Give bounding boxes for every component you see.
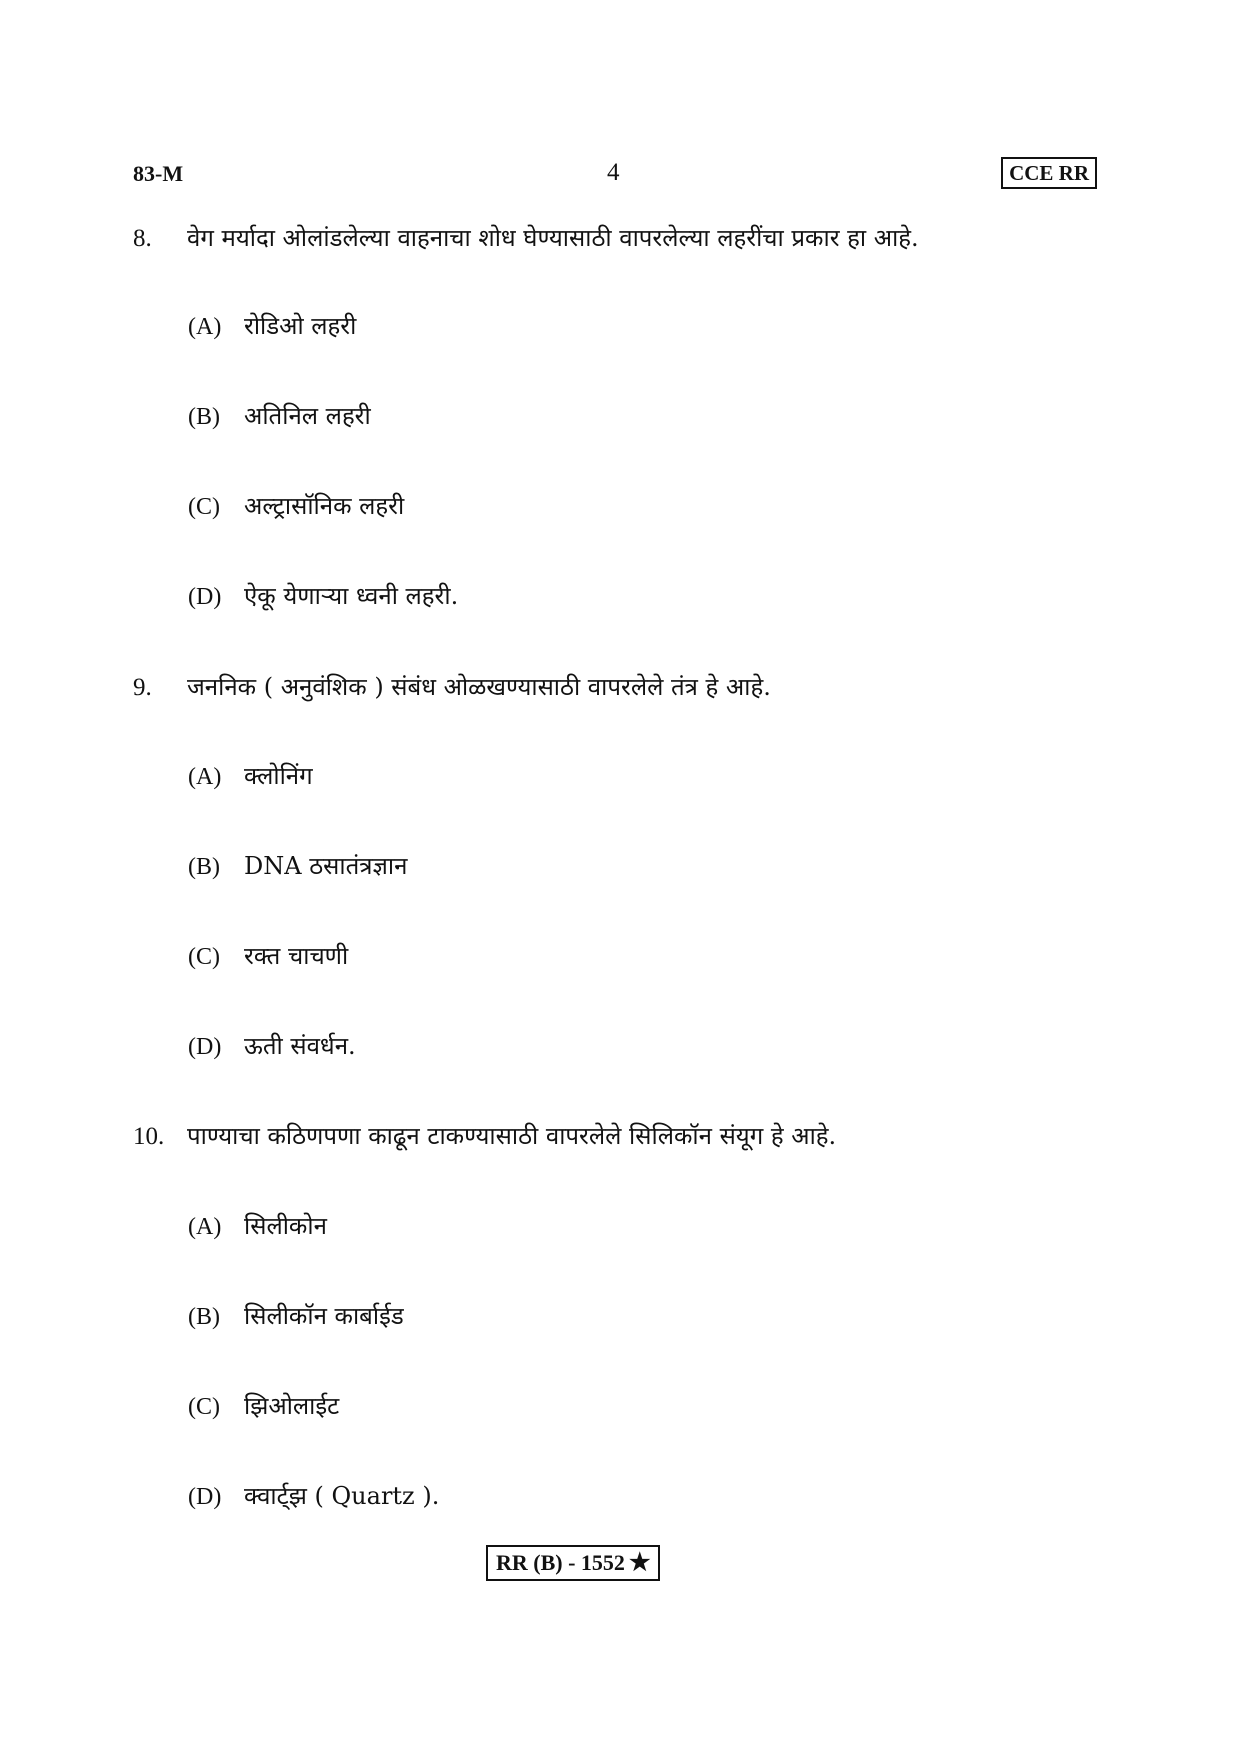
footer-code: RR (B) - 1552: [496, 1550, 625, 1575]
option-text: सिलीकोन: [244, 1212, 327, 1240]
question-9-option-d: [188, 1030, 356, 1063]
option-text: ऐकू येणाऱ्या ध्वनी लहरी.: [244, 582, 459, 610]
option-letter: (B): [188, 1304, 220, 1330]
option-text: झिओलाईट: [244, 1392, 340, 1420]
option-letter: (C): [188, 944, 220, 970]
option-text: DNA ठसातंत्रज्ञान: [244, 852, 408, 880]
option-letter: (A): [188, 314, 222, 340]
option-text: रक्त चाचणी: [244, 942, 349, 970]
question-number: 9.: [133, 674, 152, 701]
question-8-option-b: [188, 400, 371, 433]
question-text: वेग मर्यादा ओलांडलेल्या वाहनाचा शोध घेण्यासाठी वापरलेल्या लहरींचा प्रकार हा आहे.: [187, 224, 919, 252]
option-letter: (A): [188, 1214, 222, 1240]
option-text: क्लोनिंग: [244, 762, 313, 790]
page-number: 4: [607, 159, 620, 186]
question-8: [133, 222, 1113, 255]
paper-code: 83-M: [133, 161, 184, 186]
question-9: [133, 671, 1113, 704]
question-10-option-b: [188, 1300, 404, 1333]
option-letter: (C): [188, 494, 220, 520]
question-8-option-a: [188, 310, 356, 343]
question-10-option-c: [188, 1390, 339, 1423]
star-icon: ★: [628, 1550, 651, 1576]
option-text: क्वार्ट्झ ( Quartz ).: [244, 1482, 440, 1510]
option-letter: (B): [188, 404, 220, 430]
option-text: रोडिओ लहरी: [244, 312, 357, 340]
option-letter: (D): [188, 584, 222, 610]
question-10: [133, 1120, 1113, 1153]
question-8-option-c: [188, 490, 404, 523]
question-8-option-d: [188, 580, 458, 613]
option-letter: (B): [188, 854, 220, 880]
question-10-option-a: [188, 1210, 327, 1243]
option-text: ऊती संवर्धन.: [244, 1032, 356, 1060]
option-letter: (D): [188, 1484, 222, 1510]
footer-code-box: [486, 1545, 660, 1581]
question-9-option-c: [188, 940, 348, 973]
question-9-option-b: [188, 850, 407, 883]
series-badge: CCE RR: [1001, 157, 1097, 189]
option-text: अतिनिल लहरी: [244, 402, 371, 430]
question-number: 10.: [133, 1123, 165, 1150]
question-text: पाण्याचा कठिणपणा काढून टाकण्यासाठी वापरलेले सिलिकॉन संयूग हे आहे.: [187, 1122, 837, 1150]
option-letter: (D): [188, 1034, 222, 1060]
option-letter: (C): [188, 1394, 220, 1420]
question-text: जननिक ( अनुवंशिक ) संबंध ओळखण्यासाठी वापरलेले तंत्र हे आहे.: [187, 673, 771, 701]
question-10-option-d: [188, 1480, 439, 1513]
option-text: अल्ट्रासॉनिक लहरी: [244, 492, 405, 520]
option-text: सिलीकॉन कार्बाईड: [244, 1302, 404, 1330]
question-9-option-a: [188, 760, 313, 793]
option-letter: (A): [188, 764, 222, 790]
question-number: 8.: [133, 225, 152, 252]
